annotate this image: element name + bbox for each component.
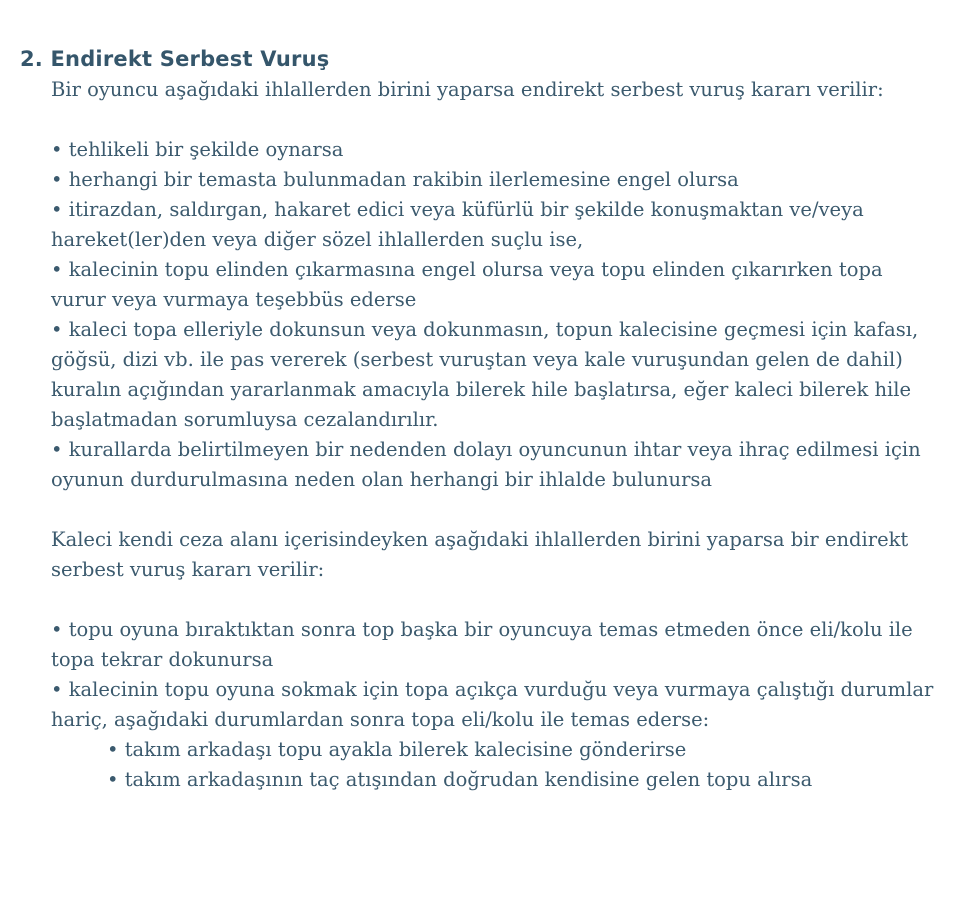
list-item (51, 315, 941, 435)
sub-list-item-text: takım arkadaşı topu ayakla bilerek kalecisine gönderirse (124, 738, 687, 761)
player-offences-list (51, 135, 941, 495)
sub-list-item (107, 765, 941, 795)
bullet-icon: • (51, 318, 63, 341)
list-item-text: kaleci topa elleriyle dokunsun veya dokunmasın, topun kalecisine geçmesi için kafası, göğsü, dizi vb. ile pas vererek (serbest vuruştan veya kale vuruşundan gelen de dahil) kuralın açığından yararlanmak amacıyla bilerek hile başlatırsa, eğer kaleci bilerek hile başlatmadan sorumluysa cezalandırılır. (51, 318, 919, 431)
bullet-icon: • (51, 618, 63, 641)
list-item-text: herhangi bir temasta bulunmadan rakibin ilerlemesine engel olursa (68, 168, 739, 191)
bullet-icon: • (107, 738, 119, 761)
paragraph-spacer (51, 495, 941, 525)
bullet-icon: • (51, 138, 63, 161)
list-item (51, 675, 941, 795)
goalkeeper-sub-offences-list (51, 735, 941, 795)
list-item (51, 135, 941, 165)
list-item (51, 165, 941, 195)
section-body (51, 75, 941, 795)
bullet-icon: • (107, 768, 119, 791)
paragraph-spacer (51, 585, 941, 615)
list-item (51, 255, 941, 315)
goalkeeper-intro-paragraph: Kaleci kendi ceza alanı içerisindeyken aşağıdaki ihlallerden birini yaparsa bir endirekt serbest vuruş kararı verilir: (51, 528, 909, 581)
list-item-text: itirazdan, saldırgan, hakaret edici veya küfürlü bir şekilde konuşmaktan ve/veya hareket(ler)den veya diğer sözel ihlallerden suçlu ise, (51, 198, 864, 251)
sub-list-item (107, 735, 941, 765)
sub-list-item-text: takım arkadaşının taç atışından doğrudan kendisine gelen topu alırsa (124, 768, 813, 791)
bullet-icon: • (51, 198, 63, 221)
list-item-text: tehlikeli bir şekilde oynarsa (68, 138, 344, 161)
bullet-icon: • (51, 438, 63, 461)
bullet-icon: • (51, 258, 63, 281)
goalkeeper-offences-list (51, 615, 941, 795)
bullet-icon: • (51, 168, 63, 191)
list-item-text: kurallarda belirtilmeyen bir nedenden dolayı oyuncunun ihtar veya ihraç edilmesi için oyunun durdurulmasına neden olan herhangi bir ihlalde bulunursa (51, 438, 921, 491)
list-item-text: kalecinin topu oyuna sokmak için topa açıkça vurduğu veya vurmaya çalıştığı durumlar hariç, aşağıdaki durumlardan sonra topa eli/kolu ile temas ederse: (51, 678, 934, 731)
list-item-text: kalecinin topu elinden çıkarmasına engel olursa veya topu elinden çıkarırken topa vurur veya vurmaya teşebbüs ederse (51, 258, 883, 311)
paragraph-spacer (51, 105, 941, 135)
bullet-icon: • (51, 678, 63, 701)
section-heading: 2. Endirekt Serbest Vuruş (20, 47, 330, 71)
list-item (51, 615, 941, 675)
list-item-text: topu oyuna bıraktıktan sonra top başka bir oyuncuya temas etmeden önce eli/kolu ile topa tekrar dokunursa (51, 618, 913, 671)
list-item (51, 195, 941, 255)
intro-paragraph: Bir oyuncu aşağıdaki ihlallerden birini yaparsa endirekt serbest vuruş kararı verilir: (51, 78, 884, 101)
list-item (51, 435, 941, 495)
